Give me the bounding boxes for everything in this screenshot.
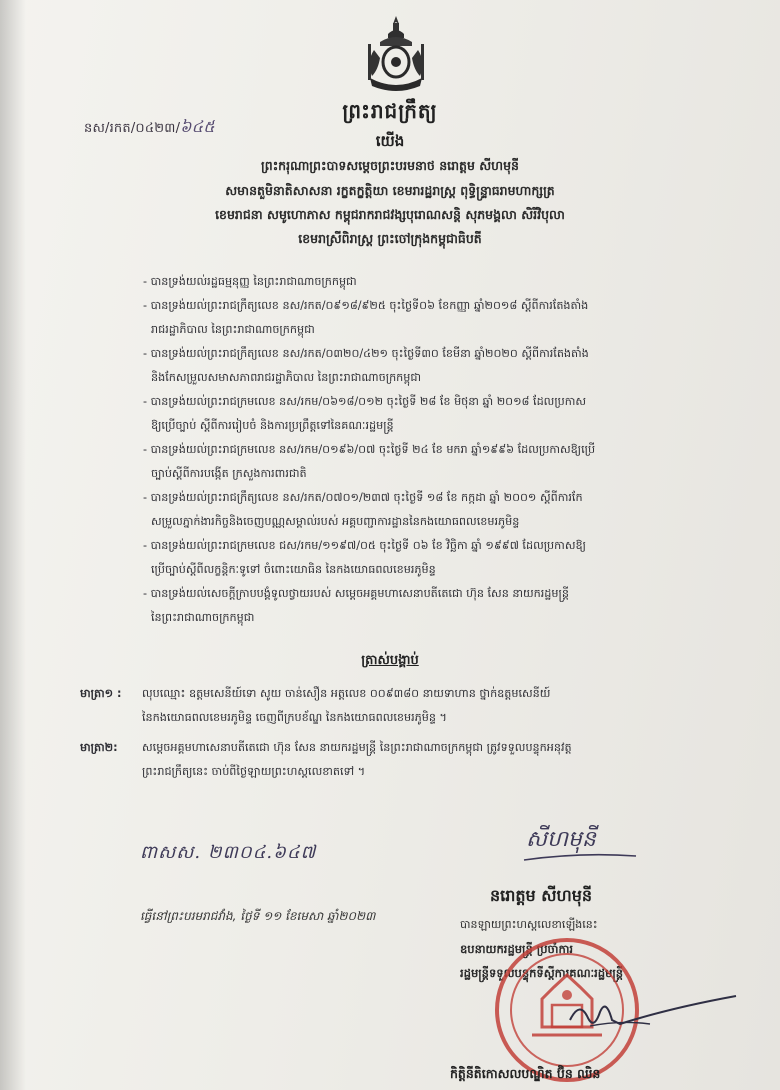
visa-line: - បានទ្រង់យល់ព្រះរាជក្រមលេខ ជស/រកម/១១៩៧/០៥ ចុះថ្ងៃទី ០៦ ខែ វិច្ឆិកា ឆ្នាំ ១៩៩៧ ដែលប្រកាសឱ្យ [143, 539, 586, 552]
countersign-line-2: ឧបនាយករដ្ឋមន្ត្រី ប្រចាំការ [460, 942, 574, 956]
reference-suffix-handwritten: ៦៤៥ [180, 117, 215, 136]
registration-number-handwritten: ពាសស. ២៣០៤.៦៤៧ [140, 842, 317, 863]
article-text: នៃកងយោធពលខេមរភូមិន្ទ ចេញពីក្របខ័ណ្ឌ នៃកងយោធពលខេមរភូមិន្ទ ។ [142, 711, 447, 724]
visa-line: ឱ្យប្រើច្បាប់ ស្តីពីការរៀបចំ និងការប្រព្រឹត្តទៅនៃគណៈរដ្ឋមន្ត្រី [151, 419, 394, 432]
king-title-line-1: ព្រះករុណាព្រះបាទសម្តេចព្រះបរមនាថ នរោត្តម សីហមុនី [261, 158, 519, 173]
visa-line: - បានទ្រង់យល់សេចក្តីក្រាបបង្គំទូលថ្វាយរបស់ សម្តេចអគ្គមហាសេនាបតីតេជោ ហ៊ុន សែន នាយករដ្ឋមន្ត្រី [143, 587, 569, 600]
decision-heading: ត្រាស់បង្គាប់ [361, 653, 419, 668]
king-title-line-4: ខេមរាស្រីពិរាស្ត្រ ព្រះចៅក្រុងកម្ពុជាធិបតី [298, 231, 482, 246]
signature-text: សីហមុនី [526, 827, 596, 852]
visa-line: - បានទ្រង់យល់រដ្ឋធម្មនុញ្ញ នៃព្រះរាជាណាចក្រកម្ពុជា [143, 275, 357, 288]
visa-line: - បានទ្រង់យល់ព្រះរាជក្រមលេខ នស/រកម/០១៩៦/០៧ ចុះថ្ងៃទី ២៤ ខែ មករា ឆ្នាំ១៩៩៦ ដែលប្រកាសឱ្យប្រើ [143, 443, 596, 456]
visa-line: រាជរដ្ឋាភិបាល នៃព្រះរាជាណាចក្រកម្ពុជា [151, 323, 315, 336]
article-label: មាត្រា២: [80, 741, 118, 754]
date-line: ធ្វើនៅព្រះបរមរាជវាំង, ថ្ងៃទី ១១ ខែមេសា ឆ្នាំ២០២៣ [140, 909, 376, 923]
countersign-line-3: រដ្ឋមន្ត្រីទទួលបន្ទុកទីស្តីការគណៈរដ្ឋមន្ត្រី [460, 966, 624, 980]
article-label: មាត្រា១ : [80, 687, 122, 700]
royal-emblem-icon [360, 14, 432, 96]
king-title-line-2: សមានតួមិនាតិសាសនា រក្ខតក្ខត្តិយា ខេមរារដ្ឋរាស្ត្រ ពុទ្ធិន្ទ្រាធរាមហាក្សត្រ [225, 183, 555, 198]
king-name: នរោត្តម សីហមុនី [490, 886, 593, 905]
countersign-line-1: បានឡាយព្រះហស្តលេខាឡើងនេះ [460, 918, 598, 931]
article-text: លុបឈ្មោះ ឧត្តមសេនីយ៍ទោ សូយ ចាន់សឿន អត្តលេខ ០០៩៣៨០ នាយទាហាន ថ្នាក់ឧត្តមសេនីយ៍ [142, 687, 551, 700]
visa-line: ច្បាប់ស្តីពីការបង្កើត ក្រសួងការពារជាតិ [151, 467, 307, 480]
document-title: ព្រះរាជក្រឹត្យ [342, 99, 438, 123]
visa-line: - បានទ្រង់យល់ព្រះរាជក្រមលេខ នស/រកម/០៦១៨/០១២ ចុះថ្ងៃទី ២៨ ខែ មិថុនា ឆ្នាំ ២០១៨ ដែលប្រកាស [143, 395, 587, 408]
visa-line: សម្រួលភ្នាក់ងារកិច្ចនិងចេញបណ្ណសម្គាល់របស់ អគ្គបញ្ជាការដ្ឋាននៃកងយោធពលខេមរភូមិន្ទ [151, 515, 520, 528]
visa-line: - បានទ្រង់យល់ព្រះរាជក្រឹត្យលេខ នស/រកត/០៣២០/៤២១ ចុះថ្ងៃទី៣០ ខែមីនា ឆ្នាំ២០២០ ស្តីពីការតែងតាំង [143, 347, 589, 360]
reference-prefix: នស/រកត/០៤២៣/ [84, 121, 181, 136]
visa-list [143, 270, 733, 630]
countersignature [560, 990, 740, 1040]
king-signature [520, 810, 640, 870]
visa-line: នៃព្រះរាជាណាចក្រកម្ពុជា [151, 611, 255, 624]
visa-line: - បានទ្រង់យល់ព្រះរាជក្រឹត្យលេខ នស/រកត/០៩១៨/៩២៥ ចុះថ្ងៃទី០៦ ខែកញ្ញា ឆ្នាំ២០១៨ ស្តីពីការតែងតាំង [143, 299, 589, 312]
article-1 [80, 682, 720, 730]
king-title-line-3: ខេមរាជនា សមូហោភាស កម្ពុជរាករាជវង្សបុរោណសន្តិ សុភមង្គលា សិរីវិបុលា [215, 207, 565, 222]
article-2 [80, 736, 720, 784]
visa-line: ប្រើច្បាប់ស្តីពីលក្ខន្តិកៈទូទៅ ចំពោះយោធិន នៃកងយោធពលខេមរភូមិន្ទ [151, 563, 436, 576]
visa-line: - បានទ្រង់យល់ព្រះរាជក្រឹត្យលេខ នស/រកត/០៧០១/២៣៧ ចុះថ្ងៃទី ១៨ ខែ កក្កដា ឆ្នាំ ២០០១ ស្តីពីការកែ [143, 491, 583, 504]
countersigner-name: កិត្តិនីតិកោសលបណ្ឌិត ប៊ិន ឈិន [450, 1066, 601, 1081]
visa-line: និងកែសម្រួលសមាសភាពរាជរដ្ឋាភិបាល នៃព្រះរាជាណាចក្រកម្ពុជា [151, 371, 422, 384]
article-text: ព្រះរាជក្រឹត្យនេះ ចាប់ពីថ្ងៃឡាយព្រះហស្តលេខាតទៅ ។ [142, 765, 366, 778]
we-heading: យើង [375, 132, 405, 150]
article-text: សម្តេចអគ្គមហាសេនាបតីតេជោ ហ៊ុន សែន នាយករដ្ឋមន្ត្រី នៃព្រះរាជាណាចក្រកម្ពុជា ត្រូវទទួលបន្ទុកអនុវត្ត [142, 741, 572, 754]
